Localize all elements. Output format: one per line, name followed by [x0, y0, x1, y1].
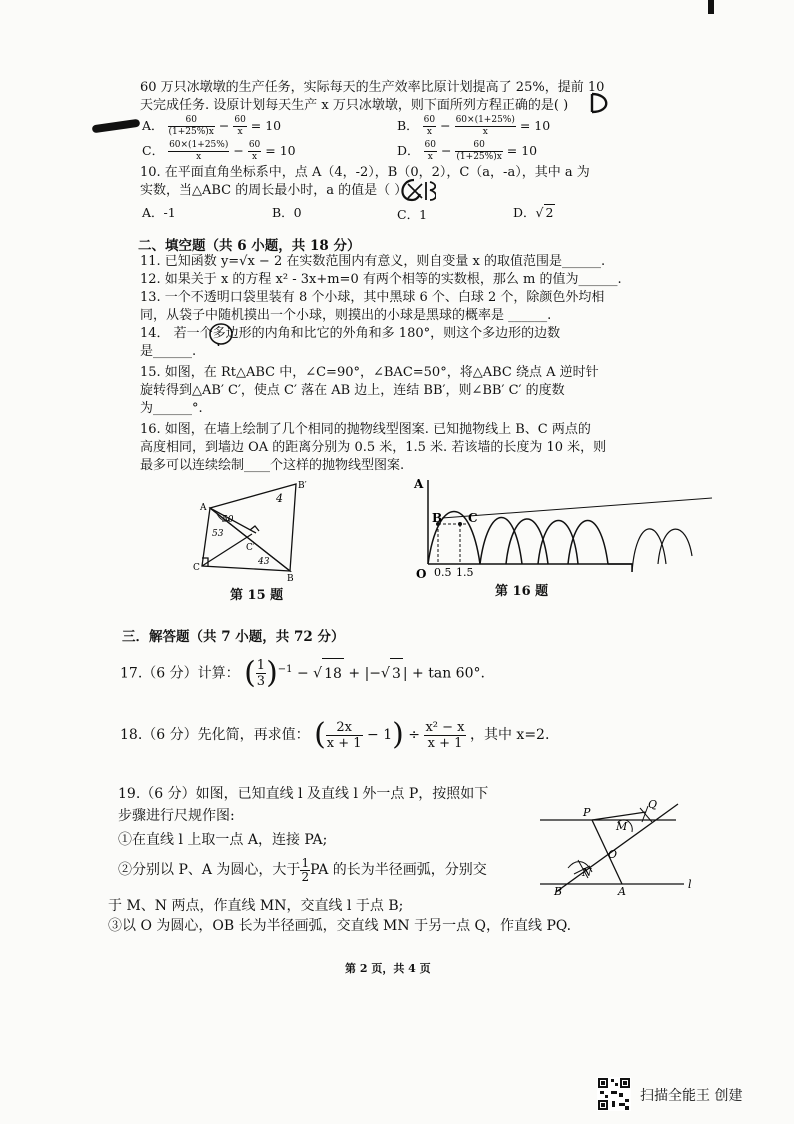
fig15-label-a: A: [200, 503, 207, 513]
q9-handwritten-answer: [586, 92, 616, 114]
q10-option-a: A．-1: [142, 205, 176, 220]
fig19-label-b: B: [554, 885, 563, 896]
fig16-label-o: O: [416, 567, 427, 581]
q17: 17.（6 分）计算： ( $\frac{1}{3}$ )$^{-1}$ − √ 18 + |−√ 3 | + tan 60°.: [120, 655, 485, 691]
qr-code-icon: [597, 1077, 631, 1111]
q16-line2: 高度相同，到墙边 OA 的距离分别为 0.5 米，1.5 米. 若该墙的长度为 10 米，则: [140, 440, 607, 455]
q9-line1: 60 万只冰墩墩的生产任务，实际每天的生产效率比原计划提高了 25%，提前 10: [140, 80, 605, 95]
figure-16-caption: 第 16 题: [495, 584, 549, 599]
q13-line2: 同，从袋子中随机摸出一个小球，则摸出的小球是黑球的概率是 ______.: [140, 308, 552, 323]
fig15-hw-53: 53: [212, 529, 224, 539]
fig16-label-a: A: [414, 477, 424, 491]
scanner-watermark: 扫描全能王 创建: [640, 1088, 743, 1104]
q19-line4: ②分别以 P、A 为圆心，大于 $\frac{1}{2}$ PA 的长为半径画弧，分别交: [118, 855, 487, 884]
q9-option-b: B． $\frac{60}{x}$ − $\frac{60\times(1+25\%)}{x}$ = 10: [397, 115, 551, 137]
fig19-label-q: Q: [648, 798, 658, 811]
figure-15-caption: 第 15 题: [230, 588, 284, 603]
q14-line2: 是______.: [140, 344, 197, 359]
q18: 18.（6 分）先化简，再求值： ( $\frac{2x}{x + 1}$ − 1) ÷ $\frac{\text{x² − x}}{x + 1}$ ，其中 x=2.: [120, 717, 550, 752]
fig16-label-b: B: [432, 511, 443, 525]
figure-15: [190, 478, 330, 583]
fig19-label-p: P: [583, 806, 591, 819]
q19-line2: 步骤进行尺规作图:: [118, 808, 235, 824]
q14-line1: 14． 若一个多边形的内角和比它的外角和多 180°，则这个多边形的边数: [140, 326, 561, 341]
q11: 11. 已知函数 y=√x − 2 在实数范围内有意义，则自变量 x 的取值范围是______.: [140, 254, 606, 269]
q15-line1: 15. 如图，在 Rt△ABC 中，∠C=90°，∠BAC=50°，将△ABC 绕点 A 逆时针: [140, 365, 599, 380]
q13-line1: 13. 一个不透明口袋里装有 8 个小球，其中黑球 6 个、白球 2 个，除颜色外均相: [140, 290, 605, 305]
q14-circle-mark: [208, 322, 234, 346]
fig19-label-o: O: [608, 848, 618, 861]
fig15-triangle-abc: [202, 508, 290, 571]
fig16-tangent-line: [442, 498, 712, 518]
q16-line3: 最多可以连续绘制____个这样的抛物线型图案.: [140, 458, 405, 473]
fig19-label-a: A: [618, 885, 626, 896]
q10-option-c: C．1: [397, 207, 428, 222]
q9-option-a: A． $\frac{60}{(1+25\%)x}$ − $\frac{60}{x}$ = 10: [142, 115, 282, 137]
q10-option-b: B．0: [272, 205, 302, 220]
fig15-label-b: B: [287, 574, 294, 583]
q19-line5: 于 M、N 两点，作直线 MN，交直线 l 于点 B;: [108, 898, 404, 914]
pen-scratch-mark: [92, 119, 141, 134]
q19-line1: 19.（6 分）如图，已知直线 l 及直线 l 外一点 P，按照如下: [118, 786, 489, 802]
q15-line2: 旋转得到△AB′ C′，使点 C′ 落在 AB 边上，连结 BB′，则∠BB′ C′ 的度数: [140, 383, 565, 398]
fig15-label-c: C: [193, 563, 200, 573]
q19-line3: ①在直线 l 上取一点 A，连接 PA;: [118, 832, 328, 848]
section-2-heading: 二、填空题（共 6 小题，共 18 分）: [138, 238, 361, 254]
page-footer: 第 2 页，共 4 页: [345, 962, 431, 975]
fig19-segment-pq: [592, 812, 646, 820]
fig19-label-m: M: [616, 820, 628, 833]
fig15-label-b-prime: B′: [298, 481, 307, 491]
q10-line2: 实数，当△ABC 的周长最小时，a 的值是（ ）: [140, 183, 408, 198]
q10-line1: 10. 在平面直角坐标系中，点 A（4，-2），B（0，2），C（a，-a），其中 a 为: [140, 165, 590, 180]
figure-19: [536, 796, 706, 896]
fig16-label-c: C: [468, 511, 478, 525]
fig16-tick-05: 0.5: [434, 566, 452, 579]
scan-edge-mark: [708, 0, 714, 14]
q9-option-c: C． $\frac{60\times(1+25\%)}{x}$ − $\frac{60}{x}$ = 10: [142, 140, 296, 162]
fig19-label-l: l: [688, 878, 692, 891]
q12: 12. 如果关于 x 的方程 x² - 3x+m=0 有两个相等的实数根，那么 m 的值为______.: [140, 272, 622, 287]
q9-option-d: D． $\frac{60}{x}$ − $\frac{60}{(1+25\%)x}$ = 10: [397, 140, 538, 162]
fig15-hw-4: 4: [276, 492, 283, 505]
q19-line6: ③以 O 为圆心，OB 长为半径画弧，交直线 MN 于另一点 Q，作直线 PQ.: [108, 918, 572, 934]
fig15-segment-c: [202, 534, 252, 566]
q15-line3: 为______°.: [140, 401, 203, 416]
section-3-heading: 三．解答题（共 7 小题，共 72 分）: [122, 629, 345, 645]
q10-handwritten-answer: [396, 176, 436, 204]
fig16-tick-15: 1.5: [456, 566, 474, 579]
q16-line1: 16. 如图，在墙上绘制了几个相同的抛物线型图案. 已知抛物线上 B、C 两点的: [140, 422, 591, 437]
q9-line2: 天完成任务. 设原计划每天生产 x 万只冰墩墩，则下面所列方程正确的是( ): [140, 98, 569, 113]
fig15-label-c-prime: C′: [246, 543, 255, 553]
figure-16: [412, 474, 722, 584]
fig19-label-n: N: [582, 866, 592, 879]
fig15-hw-50: 50: [222, 515, 234, 525]
fig15-hw-43: 43: [258, 557, 270, 567]
q10-option-d: D．√ 2: [513, 205, 554, 220]
